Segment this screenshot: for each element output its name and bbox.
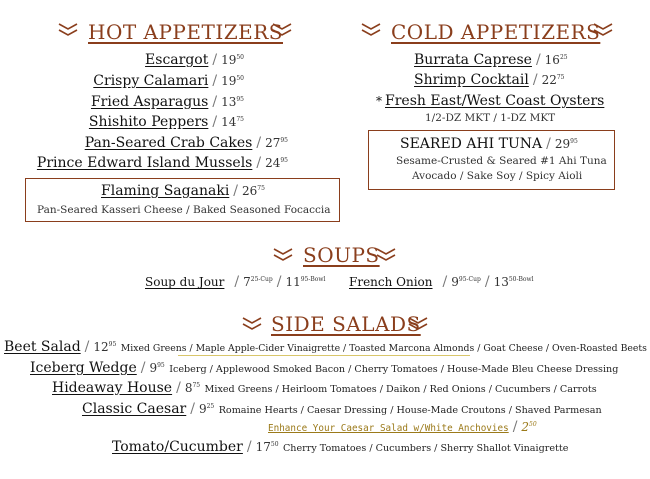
menu-item: Shishito Peppers / $14^{75}$: [88, 114, 244, 130]
menu-item-salad: Tomato/Cucumber / $17^{50}$ Cherry Tomatoes / Cucumbers / Sherry Shallot Vinaigrette: [112, 439, 569, 455]
menu-item: Burrata Caprese / $16^{25}$: [414, 52, 568, 68]
menu-item: Escargot / $19^{50}$: [145, 52, 244, 68]
menu-item-oysters: * Fresh East/West Coast Oysters: [376, 93, 605, 109]
chevron-right-icon: [376, 247, 396, 263]
menu-item: Pan-Seared Crab Cakes / $27^{95}$: [84, 135, 288, 151]
menu-item: Prince Edward Island Mussels / $24^{95}$: [36, 155, 288, 171]
chevron-left-icon: [361, 22, 381, 38]
menu-item: Fried Asparagus / $13^{95}$: [90, 94, 244, 110]
highlight-line: [178, 355, 470, 356]
feature-title: SEARED AHI TUNA: [400, 136, 543, 152]
feature-item-saganaki: Flaming Saganaki / $26^{75}$: [101, 183, 265, 199]
menu-item: Shrimp Cocktail / $22^{75}$: [414, 72, 565, 88]
chevron-left-icon: [58, 22, 78, 38]
feature-desc-ahi-1: Sesame-Crusted & Seared #1 Ahi Tuna: [396, 155, 607, 167]
section-title-salads: SIDE SALADS: [271, 312, 421, 336]
menu-item-salad: Beet Salad / $12^{95}$ Mixed Greens / Maple Apple-Cider Vinaigrette / Toasted Marcona Almonds / Goat Cheese / Oven-Roasted Beets: [4, 339, 647, 355]
menu-item-salad: Classic Caesar / $9^{25}$ Romaine Hearts / Caesar Dressing / House-Made Croutons / Shaved Parmesan: [82, 401, 602, 417]
menu-item-soup: Soup du Jour / $7^{25-Cup} / 11^{95-Bowl}$: [145, 274, 326, 290]
chevron-left-icon: [273, 247, 293, 263]
menu-item-salad: Hideaway House / $8^{75}$ Mixed Greens / Heirloom Tomatoes / Daikon / Red Onions / Cucumbers / Carrots: [52, 380, 597, 396]
star-icon: *: [376, 94, 382, 108]
caesar-addon: Enhance Your Caesar Salad w/White Anchovies / $2^{50}$: [268, 419, 537, 435]
section-title-hot: HOT APPETIZERS: [88, 20, 283, 44]
chevron-right-icon: [408, 316, 428, 332]
section-title-cold: COLD APPETIZERS: [391, 20, 601, 44]
section-title-soups: SOUPS: [303, 243, 380, 267]
chevron-right-icon: [593, 22, 613, 38]
chevron-left-icon: [242, 316, 262, 332]
feature-desc-ahi-2: Avocado / Sake Soy / Spicy Aioli: [412, 170, 583, 182]
menu-item: Crispy Calamari / $19^{50}$: [93, 73, 244, 89]
menu-item-soup: French Onion / $9^{95-Cup} / 13^{50-Bowl}$: [349, 274, 534, 290]
feature-desc-saganaki: Pan-Seared Kasseri Cheese / Baked Seasoned Focaccia: [37, 204, 331, 216]
menu-item-salad: Iceberg Wedge / $9^{95}$ Iceberg / Applewood Smoked Bacon / Cherry Tomatoes / House-Made Bleu Cheese Dressing: [30, 360, 619, 376]
chevron-right-icon: [272, 22, 292, 38]
oysters-subtext: 1/2-DZ MKT / 1-DZ MKT: [425, 112, 556, 124]
feature-item-ahi-tuna: SEARED AHI TUNA / $29^{95}$: [400, 136, 578, 152]
